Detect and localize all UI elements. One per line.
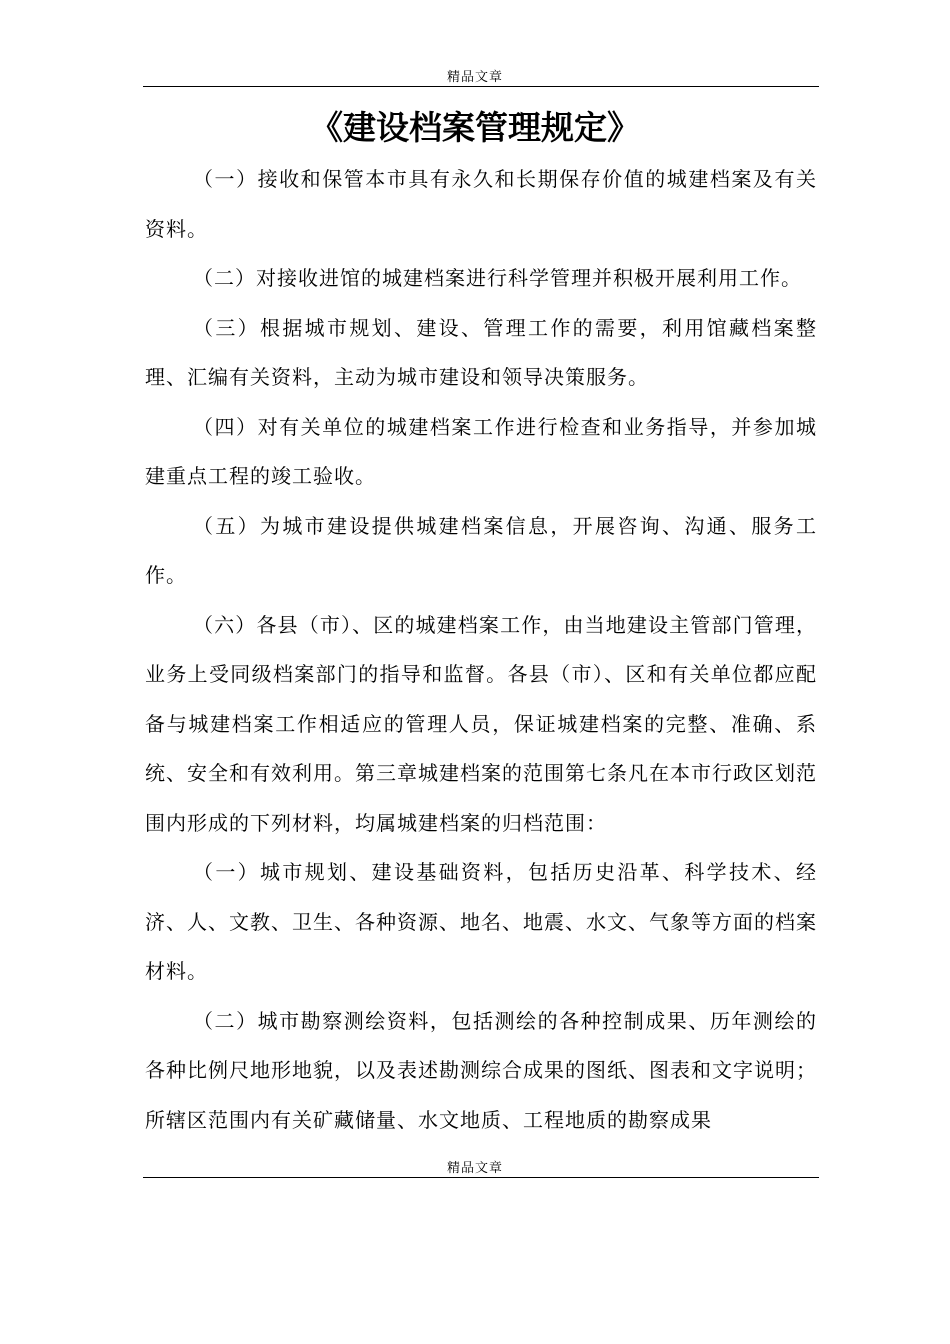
paragraph-6: （六）各县（市）、区的城建档案工作，由当地建设主管部门管理，业务上受同级档案部门的指导和监督。各县（市）、区和有关单位都应配备与城建档案工作相适应的管理人员，保证城建档案的完整、准确、系统、安全和有效利用。第三章城建档案的范围第七条凡在本市行政区划范围内形成的下列材料，均属城建档案的归档范围： bbox=[145, 612, 817, 835]
header-divider bbox=[143, 86, 819, 87]
document-title: 《建设档案管理规定》 bbox=[310, 108, 640, 147]
page-header-label: 精品文章 bbox=[446, 70, 503, 85]
paragraph-4: （四）对有关单位的城建档案工作进行检查和业务指导，并参加城建重点工程的竣工验收。 bbox=[145, 414, 817, 488]
page-footer-label: 精品文章 bbox=[446, 1161, 503, 1176]
paragraph-8: （二）城市勘察测绘资料，包括测绘的各种控制成果、历年测绘的各种比例尺地形地貌，以及表述勘测综合成果的图纸、图表和文字说明；所辖区范围内有关矿藏储量、水文地质、工程地质的勘察成果 bbox=[145, 1008, 817, 1132]
document-body bbox=[145, 155, 817, 1145]
paragraph-7: （一）城市规划、建设基础资料，包括历史沿革、科学技术、经济、人、文教、卫生、各种资源、地名、地震、水文、气象等方面的档案材料。 bbox=[145, 860, 817, 983]
paragraph-1: （一）接收和保管本市具有永久和长期保存价值的城建档案及有关资料。 bbox=[145, 167, 817, 241]
paragraph-3: （三）根据城市规划、建设、管理工作的需要，利用馆藏档案整理、汇编有关资料，主动为城市建设和领导决策服务。 bbox=[145, 315, 817, 389]
footer-divider bbox=[143, 1177, 819, 1178]
paragraph-5: （五）为城市建设提供城建档案信息，开展咨询、沟通、服务工作。 bbox=[145, 513, 817, 587]
paragraph-2: （二）对接收进馆的城建档案进行科学管理并积极开展利用工作。 bbox=[193, 266, 802, 290]
